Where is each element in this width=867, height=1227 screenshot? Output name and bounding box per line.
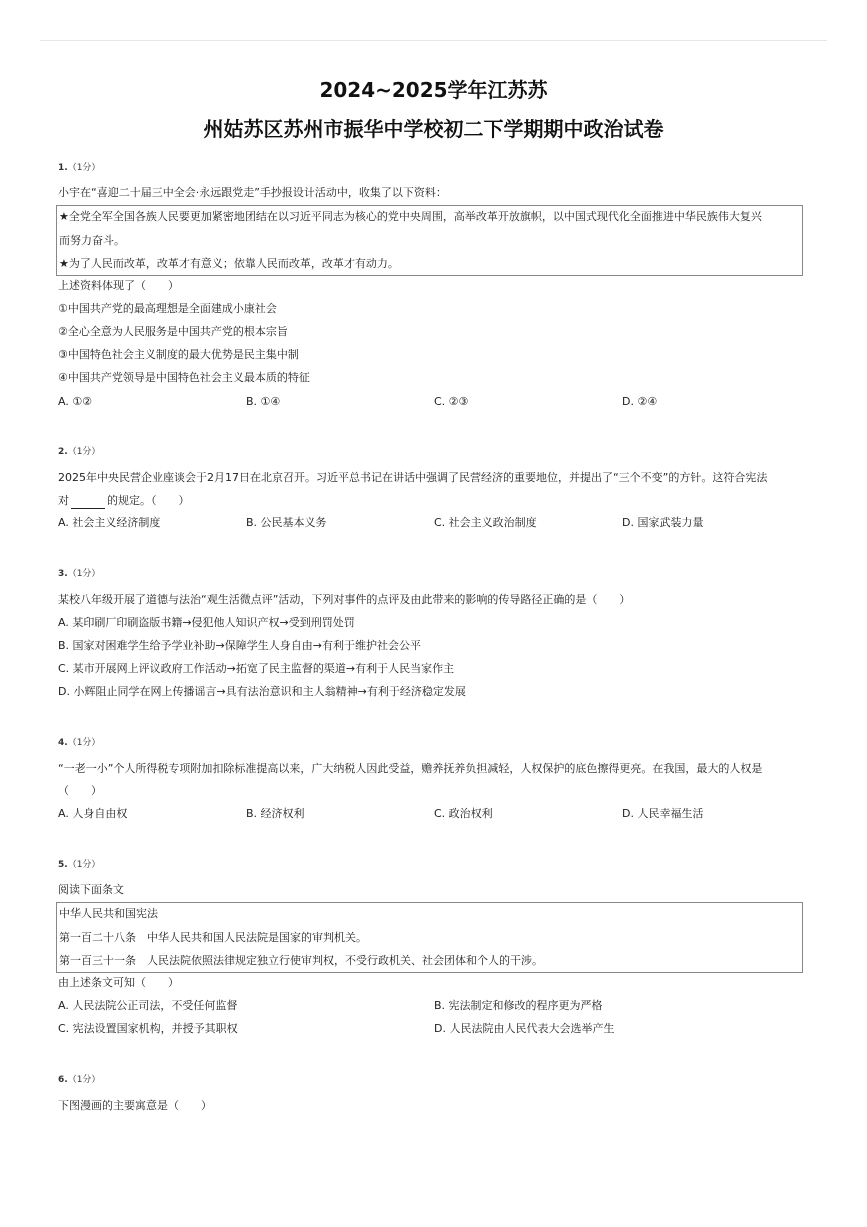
option-c[interactable]: C. 某市开展网上评议政府工作活动→拓宽了民主监督的渠道→有利于人民当家作主 bbox=[58, 662, 455, 675]
option-b[interactable]: B. 公民基本义务 bbox=[246, 516, 327, 529]
option-a[interactable]: A. 人民法院公正司法，不受任何监督 bbox=[58, 999, 238, 1012]
question-number: 5. bbox=[58, 860, 68, 870]
question-4-stem: “一老一小”个人所得税专项附加扣除标准提高以来，广大纳税人因此受益，赡养抚养负担减轻，人权保护的底色擦得更亮。在我国，最大的人权是 bbox=[58, 762, 763, 775]
question-number: 4. bbox=[58, 738, 68, 748]
option-d[interactable]: D. 人民法院由人民代表大会选举产生 bbox=[434, 1022, 615, 1035]
question-number: 3. bbox=[58, 569, 68, 579]
exam-title-line1: 2024~2025学年江苏苏 bbox=[319, 78, 548, 102]
question-score: （1分） bbox=[67, 738, 101, 748]
question-5-stem: 阅读下面条文 bbox=[58, 883, 124, 896]
option-a[interactable]: A. 社会主义经济制度 bbox=[58, 516, 161, 529]
law-article: 第一百三十一条 人民法院依照法律规定独立行使审判权，不受行政机关、社会团体和个人的干涉。 bbox=[59, 954, 543, 967]
stem-text: 的规定。（ ） bbox=[107, 494, 190, 507]
question-2-stem: 2025年中央民营企业座谈会于2月17日在北京召开。习近平总书记在讲话中强调了民营经济的重要地位，并提出了“三个不变”的方针。这符合宪法 bbox=[58, 471, 768, 484]
question-score: （1分） bbox=[67, 1075, 101, 1085]
option-c[interactable]: C. 政治权利 bbox=[434, 807, 493, 820]
question-6-header bbox=[58, 1072, 100, 1085]
statement-item: ②全心全意为人民服务是中国共产党的根本宗旨 bbox=[58, 325, 288, 338]
question-4-stem-cont: （ ） bbox=[58, 784, 102, 797]
material-line: 而努力奋斗。 bbox=[59, 234, 125, 247]
top-divider bbox=[40, 40, 827, 41]
option-b[interactable]: B. ①④ bbox=[246, 395, 281, 408]
option-b[interactable]: B. 国家对困难学生给予学业补助→保障学生人身自由→有利于维护社会公平 bbox=[58, 639, 421, 652]
material-line: ★为了人民而改革，改革才有意义；依靠人民而改革，改革才有动力。 bbox=[59, 257, 399, 270]
option-d[interactable]: D. ②④ bbox=[622, 395, 658, 408]
stem-text: 对 bbox=[58, 494, 69, 507]
question-score: （1分） bbox=[67, 860, 101, 870]
question-2-header bbox=[58, 444, 100, 457]
exam-title-line2: 州姑苏区苏州市振华中学校初二下学期期中政治试卷 bbox=[203, 117, 664, 141]
question-5-law-box bbox=[56, 902, 803, 973]
question-2-stem-cont bbox=[58, 494, 190, 509]
material-line: ★全党全军全国各族人民要更加紧密地团结在以习近平同志为核心的党中央周围，高举改革开放旗帜，以中国式现代化全面推进中华民族伟大复兴 bbox=[59, 210, 762, 223]
option-a[interactable]: A. ①② bbox=[58, 395, 93, 408]
question-1-ask: 上述资料体现了（ ） bbox=[58, 279, 179, 292]
statement-item: ①中国共产党的最高理想是全面建成小康社会 bbox=[58, 302, 277, 315]
option-a[interactable]: A. 某印刷厂印刷盗版书籍→侵犯他人知识产权→受到刑罚处罚 bbox=[58, 616, 355, 629]
option-c[interactable]: C. ②③ bbox=[434, 395, 469, 408]
question-3-header bbox=[58, 566, 100, 579]
statement-item: ③中国特色社会主义制度的最大优势是民主集中制 bbox=[58, 348, 299, 361]
option-a[interactable]: A. 人身自由权 bbox=[58, 807, 128, 820]
question-1-stem: 小宇在“喜迎二十届三中全会·永远跟党走”手抄报设计活动中，收集了以下资料： bbox=[58, 186, 447, 199]
statement-item: ④中国共产党领导是中国特色社会主义最本质的特征 bbox=[58, 371, 310, 384]
question-number: 1. bbox=[58, 163, 68, 173]
question-number: 6. bbox=[58, 1075, 68, 1085]
option-c[interactable]: C. 宪法设置国家机构，并授予其职权 bbox=[58, 1022, 238, 1035]
option-b[interactable]: B. 宪法制定和修改的程序更为严格 bbox=[434, 999, 603, 1012]
option-d[interactable]: D. 小辉阻止同学在网上传播谣言→具有法治意识和主人翁精神→有利于经济稳定发展 bbox=[58, 685, 466, 698]
question-score: （1分） bbox=[67, 569, 101, 579]
question-1-header bbox=[58, 160, 100, 173]
option-d[interactable]: D. 国家武装力量 bbox=[622, 516, 704, 529]
question-6-stem: 下图漫画的主要寓意是（ ） bbox=[58, 1099, 212, 1112]
law-article: 第一百二十八条 中华人民共和国人民法院是国家的审判机关。 bbox=[59, 931, 367, 944]
fill-blank bbox=[71, 494, 105, 509]
option-d[interactable]: D. 人民幸福生活 bbox=[622, 807, 704, 820]
question-3-stem: 某校八年级开展了道德与法治“观生活微点评”活动，下列对事件的点评及由此带来的影响的传导路径正确的是（ ） bbox=[58, 593, 631, 606]
question-5-ask: 由上述条文可知（ ） bbox=[58, 976, 179, 989]
option-b[interactable]: B. 经济权利 bbox=[246, 807, 305, 820]
option-c[interactable]: C. 社会主义政治制度 bbox=[434, 516, 537, 529]
question-score: （1分） bbox=[67, 163, 101, 173]
question-score: （1分） bbox=[67, 447, 101, 457]
law-title: 中华人民共和国宪法 bbox=[59, 907, 158, 920]
question-5-header bbox=[58, 857, 100, 870]
question-number: 2. bbox=[58, 447, 68, 457]
question-4-header bbox=[58, 735, 100, 748]
question-1-material-box bbox=[56, 205, 803, 276]
